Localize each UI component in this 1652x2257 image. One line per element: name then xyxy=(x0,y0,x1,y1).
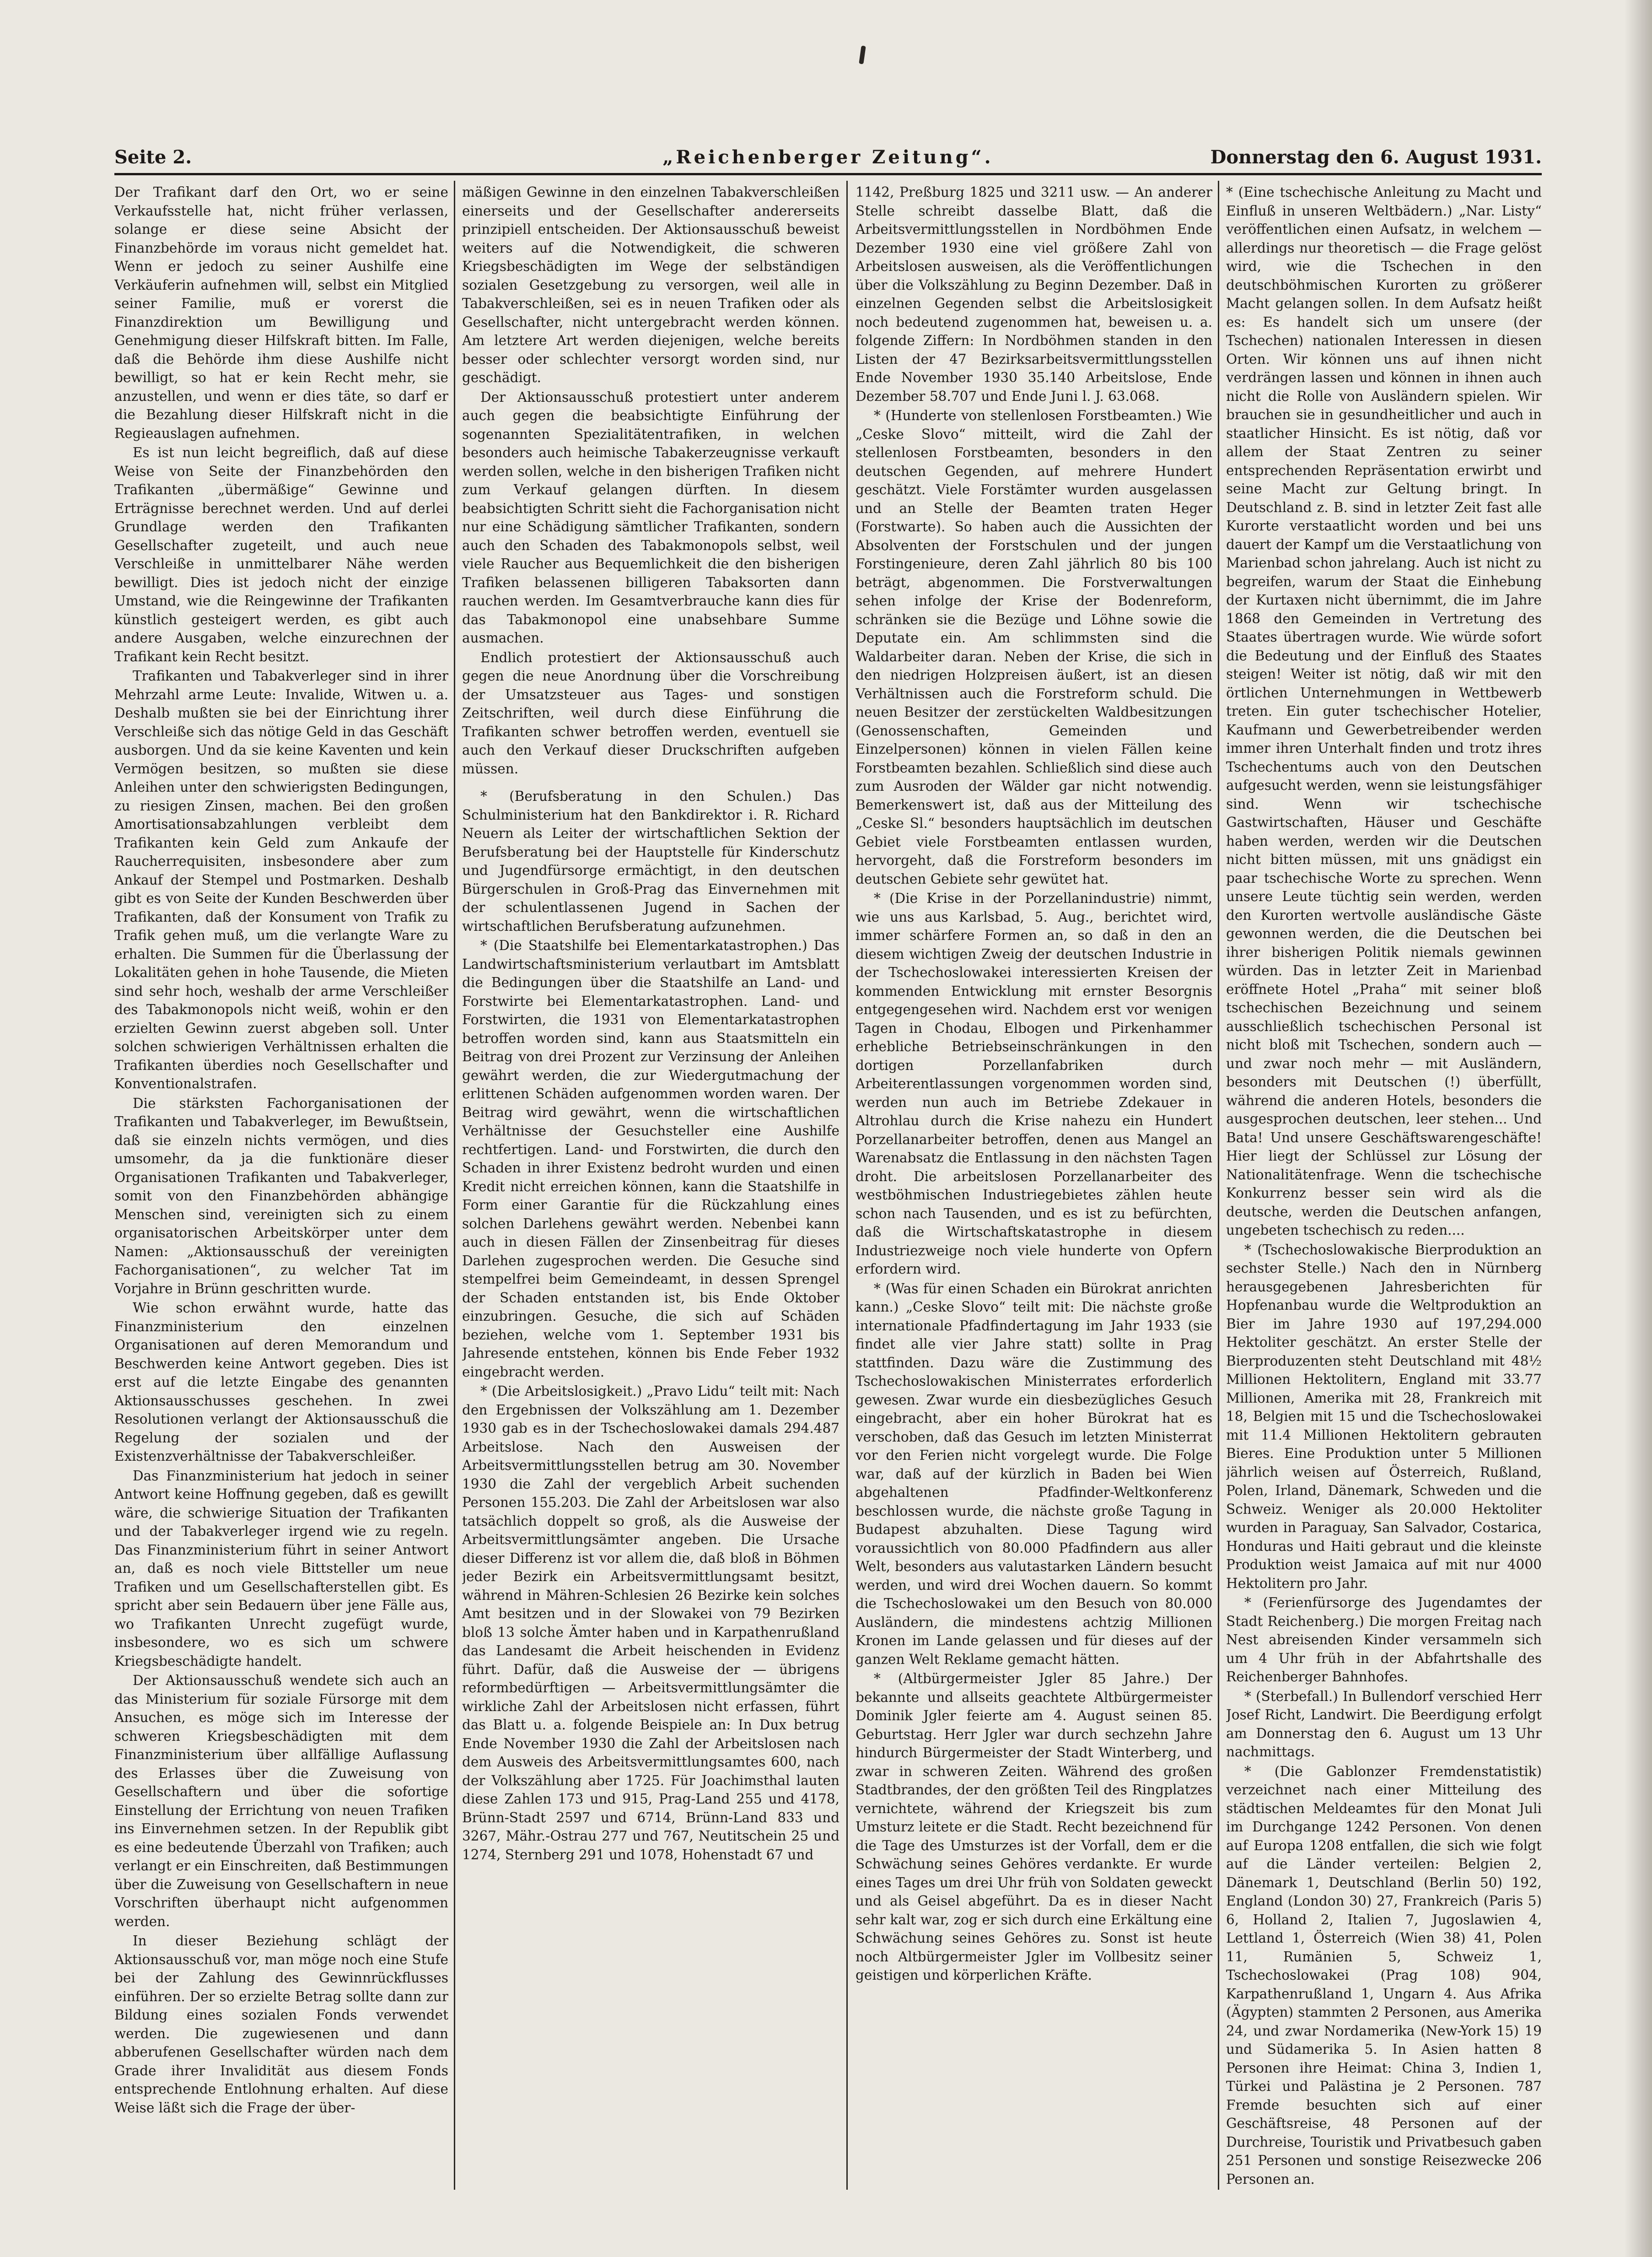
news-item: * (Die Gablonzer Fremdenstatistik) verzeichnet nach einer Mitteilung des städtischen Meldeamtes für den Monat Juli im Durchgange 1242 Personen. Von denen auf Europa 1208 entfallen, die sich wie folgt auf die Länder verteilen: Belgien 2, Dänemark 1, Deutschland (Berlin 50) 192, England (London 30) 27, Frankreich (Paris 5) 6, Holland 2, Italien 7, Jugoslawien 4, Lettland 1, Österreich (Wien 38) 41, Polen 11, Rumänien 5, Schweiz 1, Tschechoslowakei (Prag 108) 904, Karpathenrußland 1, Ungarn 4. Aus Afrika (Ägypten) stammten 2 Personen, aus Amerika 24, und zwar Nordamerika (New-York 15) 19 und Südamerika 5. In Asien hatten 8 Personen ihre Heimat: China 3, Indien 1, Türkei und Palästina je 2 Personen. 787 Fremde besuchten sich auf einer Geschäftsreise, 48 Personen auf der Durchreise, Touristik und Privatbesuch gaben 251 Personen und sonstige Reisezwecke 206 Personen an. xyxy=(1226,1763,1542,2187)
issue-date: Donnerstag den 6. August 1931. xyxy=(1210,146,1542,168)
column-divider xyxy=(1218,181,1219,2190)
news-item: * (Ferienfürsorge des Jugendamtes der Stadt Reichenberg.) Die morgen Freitag nach Nest abreisenden Kinder versammeln sich um 4 Uhr früh in der Abfahrtshalle des Reichenberger Bahnhofes. xyxy=(1226,1595,1542,1685)
paragraph: Der Trafikant darf den Ort, wo er seine Verkaufsstelle hat, nicht früher verlassen, solange er diese seine Absicht der Finanzbehörde im voraus nicht gemeldet hat. Wenn er jedoch zu seiner Aushilfe eine Verkäuferin aufnehmen will, selbst ein Mitglied seiner Familie, muß er vorerst die Finanzdirektion um Bewilligung und Genehmigung dieser Hilfskraft bitten. Im Falle, daß die Behörde ihm diese Aushilfe nicht bewilligt, so hat er kein Recht mehr, sie anzustellen, und wenn er dies täte, so darf er die Bezahlung dieser Hilfskraft nicht in die Regieauslagen aufnehmen. xyxy=(114,184,448,441)
paragraph: mäßigen Gewinne in den einzelnen Tabakverschleißen einerseits und der Gesellschafter andererseits prinzipiell entscheiden. Der Aktionsausschuß beweist weiters auf die Notwendigkeit, die schweren Kriegsbeschädigten im Wege der selbständigen sozialen Gesetzgebung zu versorgen, weil alle in Tabakverschleißen, sei es in neuen Trafiken oder als Gesellschafter, nicht untergebracht werden können. Am letztere Art werden diejenigen, welche bereits besser oder schlechter versorgt worden sind, nur geschädigt. xyxy=(462,184,839,385)
header-rule xyxy=(114,173,1542,175)
paragraph: Endlich protestiert der Aktionsausschuß auch gegen die neue Anordnung über die Vorschreibung der Umsatzsteuer aus Tages- und sonstigen Zeitschriften, weil durch diese Einführung die Trafikanten schwer betroffen werden, eventuell sie auch den Verkauf dieser Druckschriften aufgeben müssen. xyxy=(462,649,839,777)
news-item: * (Die Krise in der Porzellanindustrie) nimmt, wie uns aus Karlsbad, 5. Aug., berichtet wird, immer schärfere Formen an, so daß in den an diesem wichtigen Zweig der deutschen Industrie in der Tschechoslowakei interessierten Kreisen der kommenden Entwicklung mit ernster Besorgnis entgegengesehen wird. Nachdem erst vor wenigen Tagen in Chodau, Elbogen und Pirkenhammer erhebliche Betriebseinschränkungen in den dortigen Porzellanfabriken durch Arbeiterentlassungen vorgenommen worden sind, werden nun auch im Betriebe Zdekauer in Altrohlau durch die Krise nahezu ein Hundert Porzellanarbeiter betroffen, denen aus Mangel an Warenabsatz die Entlassung in den nächsten Tagen droht. Die arbeitslosen Porzellanarbeiter des westböhmischen Industriegebietes zählen heute schon nach Tausenden, und es ist zu befürchten, daß die Wirtschaftskatastrophe in diesem Industriezweige noch viele hunderte von Opfern erfordern wird. xyxy=(856,891,1212,1277)
ink-mark xyxy=(859,45,866,64)
paragraph: Die stärksten Fachorganisationen der Trafikanten und Tabakverleger, im Bewußtsein, daß sie einzeln nichts vermögen, und dies umsomehr, da ja die funktionäre dieser Organisationen Trafikanten und Tabakverleger, somit von den Finanzbehörden abhängige Menschen sind, vereinigten sich zu einem organisatorischen Arbeitskörper unter dem Namen: „Aktionsausschuß der vereinigten Fachorganisationen“, zu welcher Tat im Vorjahre in Brünn geschritten wurde. xyxy=(114,1095,448,1296)
news-item: * (Eine tschechische Anleitung zu Macht und Einfluß in unseren Weltbädern.) „Nar. Listy“ veröffentlichen einen Aufsatz, in welchem — allerdings nur theoretisch — die Frage gelöst wird, wie die Tschechen in den deutschböhmischen Kurorten zu größerer Macht gelangen sollen. In dem Aufsatz heißt es: Es handelt sich um unsere (der Tschechen) nationalen Interessen in diesen Orten. Wir können uns auf ihnen nicht verdrängen lassen und können in ihnen auch nicht die Rolle von Ausländern spielen. Wir brauchen sie in gesundheitlicher und auch in staatlicher Hinsicht. Es ist nötig, daß vor allem der Staat Zentren zu seiner entsprechenden Repräsentation erwirbt und seine Macht zur Geltung bringt. In Deutschland z. B. sind in letzter Zeit fast alle Kurorte verstaatlicht worden und bei uns dauert der Kampf um die Verstaatlichung von Marienbad schon jahrelang. Auch ist nicht zu begreifen, warum der Staat die Einhebung der Kurtaxen nicht übernimmt, die im Jahre 1868 den Gemeinden in Vertretung des Staates übertragen wurde. Wie würde sofort die Bedeutung und der Einfluß des Staates steigen! Weiter ist nötig, daß wir mit den örtlichen Unternehmungen in Wettbewerb treten. Ein guter tschechischer Hotelier, Kaufmann und Gewerbetreibender werden immer ihren Unterhalt finden und trotz ihres Tschechentums auch von den Deutschen aufgesucht werden, wenn sie leistungsfähiger sind. Wenn wir tschechische Gastwirtschaften, Häuser und Geschäfte haben werden, werden wir die Deutschen nicht bitten müssen, mit uns gnädigst ein paar tschechische Worte zu sprechen. Wenn unsere Leute tüchtig sein werden, werden den Kurorten wertvolle ausländische Gäste gewonnen werden, die die Deutschen bei ihrer bisherigen Politik niemals gewinnen würden. Das in letzter Zeit in Marienbad eröffnete Hotel „Praha“ mit seiner bloß tschechischen Bezeichnung und seinem ausschließlich tschechischen Personal ist nicht bloß mit Tschechen, sondern auch — und zwar noch mehr — mit Ausländern, besonders mit Deutschen (!) überfüllt, während die anderen Hotels, besonders die ausgesprochen deutschen, leer stehen... Und Bata! Und unsere Geschäftswarengeschäfte! Hier liegt der Schlüssel zur Lösung der Nationalitätenfrage. Wenn die tschechische Konkurrenz besser sein wird als die deutsche, werden die Deutschen anfangen, ungebeten tschechisch zu reden.... xyxy=(1226,184,1542,1238)
paragraph: Der Aktionsausschuß protestiert unter anderem auch gegen die beabsichtigte Einführung der sogenannten Spezialitätentrafiken, in welchen besonders auch heimische Tabakerzeugnisse verkauft werden sollen, welche in den bisherigen Trafiken nicht zum Verkauf gelangen dürften. In diesem beabsichtigten Schritt sieht die Fachorganisation nicht nur eine Schädigung sämtlicher Trafikanten, sondern auch den Schaden des Tabakmonopols selbst, weil viele Raucher aus Bequemlichkeit die den bisherigen Trafiken belassenen billigeren Tabaksorten dann rauchen werden. Im Gesamtverbrauche kann dies für das Tabakmonopol eine unabsehbare Summe ausmachen. xyxy=(462,389,839,646)
page-number: Seite 2. xyxy=(114,146,192,168)
paragraph: 1142, Preßburg 1825 und 3211 usw. — An anderer Stelle schreibt dasselbe Blatt, daß die Arbeitsvermittlungsstellen in Nordböhmen Ende Dezember 1930 eine viel größere Zahl von Arbeitslosen ausweisen, als die Veröffentlichungen über die Volkszählung zu Beginn Dezember. Daß in einzelnen Gegenden selbst die Arbeitslosigkeit noch bedeutend zugenommen hat, beweisen u. a. folgende Ziffern: In Nordböhmen standen in den Listen der 47 Bezirksarbeitsvermittlungsstellen Ende November 1930 35.140 Arbeitslose, Ende Dezember 58.707 und Ende Juni l. J. 63.068. xyxy=(856,184,1212,404)
news-item: * (Sterbefall.) In Bullendorf verschied Herr Josef Richt, Landwirt. Die Beerdigung erfolgt am Donnerstag den 6. August um 13 Uhr nachmittags. xyxy=(1226,1688,1542,1760)
paragraph: Es ist nun leicht begreiflich, daß auf diese Weise von Seite der Finanzbehörden den Trafikanten „übermäßige“ Gewinne und Erträgnisse berechnet werden. Und auf derlei Grundlage werden den Trafikanten Gesellschafter zugeteilt, und auch neue Verschleiße in unmittelbarer Nähe werden bewilligt. Dies ist jedoch nicht der einzige Umstand, wie die Reingewinne der Trafikanten künstlich gesteigert werden, es gibt auch andere Ausgaben, welche einzurechnen der Trafikant kein Recht besitzt. xyxy=(114,445,448,664)
news-item: * (Berufsberatung in den Schulen.) Das Schulministerium hat den Bankdirektor i. R. Richard Neuern als Leiter der wirtschaftlichen Sektion der Berufsberatung bei der Hauptstelle für Kinderschutz und Jugendfürsorge ermächtigt, in den deutschen Bürgerschulen in Groß-Prag das Einvernehmen mit der schulentlassenen Jugend in Sachen der wirtschaftlichen Berufsberatung aufzunehmen. xyxy=(462,788,839,934)
text-column-2 xyxy=(462,183,839,2197)
text-column-4 xyxy=(1226,183,1542,2197)
news-item: * (Hunderte von stellenlosen Forstbeamten.) Wie „Ceske Slovo“ mitteilt, wird die Zahl der stellenlosen Forstbeamten, besonders in den deutschen Gegenden, auf mehrere Hundert geschätzt. Viele Forstämter wurden ausgelassen und an Stelle der Beamten traten Heger (Forstwarte). So haben auch die Aussichten der Absolventen der Forstschulen und der jungen Forstingenieure, deren Zahl jährlich 80 bis 100 beträgt, abgenommen. Die Forstverwaltungen sehen infolge der Krise der Bodenreform, schränken sie die Bezüge und Löhne sowie die Deputate ein. Am schlimmsten sind die Waldarbeiter daran. Neben der Krise, die sich in den niedrigen Holzpreisen äußert, ist an diesen Verhältnissen auch die Forstreform schuld. Die neuen Besitzer der zerstückelten Waldbesitzungen (Genossenschaften, Gemeinden und Einzelpersonen) können in vielen Fällen keine Forstbeamten bezahlen. Schließlich sind diese auch zum Ausroden der Wälder gar nicht notwendig. Bemerkenswert ist, daß aus der Mitteilung des „Ceske Sl.“ besonders hauptsächlich im deutschen Gebiet viele Forstbeamten entlassen wurden, hervorgeht, daß die Forstreform besonders im deutschen Gebiete sehr gewütet hat. xyxy=(856,408,1212,887)
text-column-1 xyxy=(114,183,448,2197)
text-column-3 xyxy=(856,183,1212,2197)
news-item: * (Was für einen Schaden ein Bürokrat anrichten kann.) „Ceske Slovo“ teilt mit: Die nächste große internationale Pfadfindertagung im Jahr 1933 (sie findet alle vier Jahre statt) sollte in Prag stattfinden. Dazu wäre die Zustimmung des Tschechoslowakischen Ministerrates erforderlich gewesen. Zwar wurde ein diesbezügliches Gesuch eingebracht, aber ein hoher Bürokrat hat es verschoben, daß das Gesuch im letzten Ministerrat vor den Ferien nicht vorgelegt wurde. Die Folge war, daß auf der kürzlich in Baden bei Wien abgehaltenen Pfadfinder-Weltkonferenz beschlossen wurde, die nächste große Tagung in Budapest abzuhalten. Diese Tagung wird voraussichtlich von 80.000 Pfadfindern aus aller Welt, besonders aus valutastarken Ländern besucht werden, und wird drei Wochen dauern. So kommt die Tschechoslowakei um den Besuch von 80.000 Ausländern, die mindestens achtzig Millionen Kronen im Lande gelassen und für dieses auf der ganzen Welt Reklame gemacht hätten. xyxy=(856,1280,1212,1667)
news-item: * (Tschechoslowakische Bierproduktion an sechster Stelle.) Nach den in Nürnberg herausgegebenen Jahresberichten für Hopfenanbau wurde die Weltproduktion an Bier im Jahre 1930 auf 197,294.000 Hektoliter geschätzt. An erster Stelle der Bierproduzenten steht Deutschland mit 48½ Millionen Hektolitern, England mit 33.77 Millionen, Amerika mit 28, Frankreich mit 18, Belgien mit 15 und die Tschechoslowakei mit 11.4 Millionen Hektolitern gebrauten Bieres. Eine Produktion unter 5 Millionen jährlich weisen auf Österreich, Rußland, Polen, Irland, Dänemark, Schweden und die Schweiz. Weniger als 20.000 Hektoliter wurden in Paraguay, San Salvador, Costarica, Honduras und Haiti gebraut und die kleinste Produktion weist Jamaica auf mit nur 4000 Hektolitern pro Jahr. xyxy=(1226,1242,1542,1591)
newspaper-title: „Reichenberger Zeitung“. xyxy=(662,146,994,168)
paragraph: Das Finanzministerium hat jedoch in seiner Antwort keine Hoffnung gegeben, daß es gewillt wäre, die schwierige Situation der Trafikanten und der Tabakverleger irgend wie zu regeln. Das Finanzministerium führt in seiner Antwort an, daß es noch viele Bittsteller um neue Trafiken und um Gesellschafterstellen gibt. Es spricht aber sein Bedauern über jene Fälle aus, wo Trafikanten Unrecht zugefügt wurde, insbesondere, wo es sich um schwere Kriegsbeschädigte handelt. xyxy=(114,1468,448,1669)
news-item: * (Die Arbeitslosigkeit.) „Pravo Lidu“ teilt mit: Nach den Ergebnissen der Volkszählung am 1. Dezember 1930 gab es in der Tschechoslowakei damals 294.487 Arbeitslose. Nach den Ausweisen der Arbeitsvermittlungsstellen betrug am 30. November 1930 die Zahl der vergeblich Arbeit suchenden Personen 155.203. Die Zahl der Arbeitslosen war also tatsächlich doppelt so groß, als die Ausweise der Arbeitsvermittlungsämter angeben. Die Ursache dieser Differenz ist vor allem die, daß bloß in Böhmen jeder Bezirk ein Arbeitsvermittlungsamt besitzt, während in Mähren-Schlesien 26 Bezirke kein solches Amt besitzen und in der Slowakei von 79 Bezirken bloß 13 solche Ämter haben und in Karpathenrußland das Landesamt die Arbeit heischenden in Evidenz führt. Dafür, daß die Ausweise der — übrigens reformbedürftigen — Arbeitsvermittlungsämter die wirkliche Zahl der Arbeitslosen nicht erfassen, führt das Blatt u. a. folgende Beispiele an: In Dux betrug Ende November 1930 die Zahl der Arbeitslosen nach dem Ausweis des Arbeitsvermittlungsamtes 600, nach der Volkszählung aber 1725. Für Joachimsthal lauten diese Zahlen 173 und 915, Prag-Land 255 und 4178, Brünn-Stadt 2597 und 6714, Brünn-Land 833 und 3267, Mähr.-Ostrau 277 und 767, Neutitschein 25 und 1274, Sternberg 291 und 1078, Hohenstadt 67 und xyxy=(462,1383,839,1863)
paragraph: In dieser Beziehung schlägt der Aktionsausschuß vor, man möge noch eine Stufe bei der Zahlung des Gewinnrückflusses einführen. Der so erzielte Betrag sollte dann zur Bildung eines sozialen Fonds verwendet werden. Die zugewiesenen und dann abberufenen Gesellschafter würden nach dem Grade ihrer Invalidität aus diesem Fonds entsprechende Entlohnung erhalten. Auf diese Weise läßt sich die Frage der über- xyxy=(114,1933,448,2116)
column-divider xyxy=(846,181,848,2190)
section-gap xyxy=(462,779,839,787)
page-edge-shadow xyxy=(1625,0,1652,2257)
paragraph: Wie schon erwähnt wurde, hatte das Finanzministerium den einzelnen Organisationen auf deren Memorandum und Beschwerden keine Antwort gegeben. Dies ist erst auf die letzte Eingabe des genannten Aktionsausschusses geschehen. In zwei Resolutionen verlangt der Aktionsausschuß die Regelung der sozialen und der Existenzverhältnisse der Tabakverschleißer. xyxy=(114,1300,448,1464)
news-item: * (Die Staatshilfe bei Elementarkatastrophen.) Das Landwirtschaftsministerium verlautbart im Amtsblatt die Bedingungen über die Staatshilfe an Land- und Forstwirte bei Elementarkatastrophen. Land- und Forstwirten, die 1931 von Elementarkatastrophen betroffen worden sind, kann aus Staatsmitteln ein Beitrag von drei Prozent zur Verzinsung der Anleihen gewährt werden, die zur Wiedergutmachung der erlittenen Schäden aufgenommen worden waren. Der Beitrag wird gewährt, wenn die wirtschaftlichen Verhältnisse der Gesuchsteller eine Aushilfe rechtfertigen. Land- und Forstwirten, die durch den Schaden in ihrer Existenz bedroht wurden und einen Kredit nicht erreichen können, kann die Staatshilfe in Form einer Garantie für die Rückzahlung eines solchen Darlehens gewährt werden. Nebenbei kann auch in diesen Fällen der Zinsenbeitrag für dieses Darlehen zugesprochen werden. Die Gesuche sind stempelfrei beim Gemeindeamt, in dessen Sprengel der Schaden entstanden ist, bis Ende Oktober einzubringen. Gesuche, die sich auf Schäden beziehen, welche vom 1. September 1931 bis Jahresende entstehen, können bis Ende Feber 1932 eingebracht werden. xyxy=(462,938,839,1380)
page-header xyxy=(114,146,1542,174)
news-item: * (Altbürgermeister Jgler 85 Jahre.) Der bekannte und allseits geachtete Altbürgermeister Dominik Jgler feierte am 4. August seinen 85. Geburtstag. Herr Jgler war durch sechzehn Jahre hindurch Bürgermeister der Stadt Winterberg, und zwar in schweren Zeiten. Während des großen Stadtbrandes, der den größten Teil des Ringplatzes vernichtete, während der Kriegszeit bis zum Umsturz leitete er die Stadt. Recht bezeichnend für die Tage des Umsturzes ist der Vorfall, dem er die Schwächung seines Gehöres verdankte. Er wurde eines Tages um drei Uhr früh von Soldaten geweckt und als Geisel abgeführt. Da es in dieser Nacht sehr kalt war, zog er sich durch eine Erkältung eine Schwächung seines Gehöres zu. Sonst ist heute noch Altbürgermeister Jgler im Vollbesitz seiner geistigen und körperlichen Kräfte. xyxy=(856,1671,1212,1983)
column-divider xyxy=(454,181,455,2190)
paragraph: Der Aktionsausschuß wendete sich auch an das Ministerium für soziale Fürsorge mit dem Ansuchen, es möge sich im Interesse der schweren Kriegsbeschädigten mit dem Finanzministerium über allfällige Auflassung des Erlasses über die Zuweisung von Gesellschaftern und über die sofortige Einstellung der Errichtung von neuen Trafiken ins Einvernehmen setzen. In der Republik gibt es eine bedeutende Überzahl von Trafiken; auch verlangt er ein Einschreiten, daß Bestimmungen über die Zuweisung von Gesellschaftern in neue Vorschriften überhaupt nicht aufgenommen werden. xyxy=(114,1673,448,1929)
paragraph: Trafikanten und Tabakverleger sind in ihrer Mehrzahl arme Leute: Invalide, Witwen u. a. Deshalb mußten sie bei der Einrichtung ihrer Verschleiße sich das nötige Geld in das Geschäft ausborgen. Und da sie keine Kaventen und kein Vermögen besitzen, so mußten sie diese Anleihen unter den schwierigsten Bedingungen, zu riesigen Zinsen, machen. Bei den großen Amortisationsabzahlungen verbleibt dem Trafikanten kein Geld zum Ankaufe der Raucherrequisiten, insbesondere aber zum Ankauf der Stempel und Postmarken. Deshalb gibt es von Seite der Kunden Beschwerden über Trafikanten, daß der Konsument von Trafik zu Trafik gehen muß, um die verlangte Ware zu erhalten. Die Summen für die Überlassung der Lokalitäten gehen in hohe Tausende, die Mieten sind sehr hoch, weshalb der arme Verschleißer des Tabakmonopols nicht weiß, wohin er den erzielten Gewinn zuerst abgeben soll. Unter solchen schwierigen Verhältnissen erhalten die Trafikanten überdies noch Gesellschafter und Konventionalstrafen. xyxy=(114,668,448,1091)
